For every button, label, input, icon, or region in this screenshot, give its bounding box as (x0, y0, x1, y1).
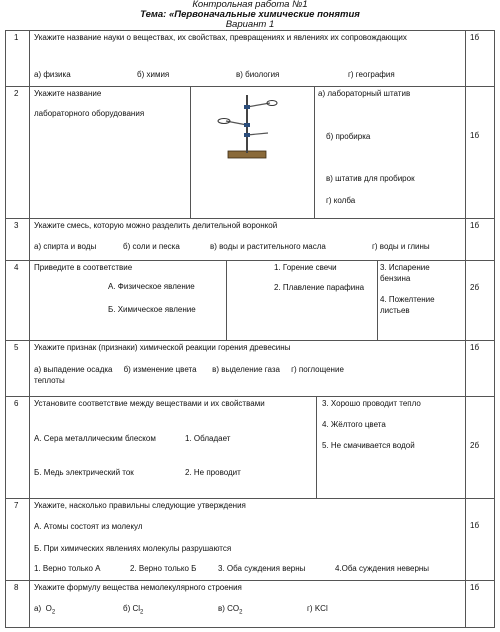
question-text: Укажите название науки о веществах, их свойствах, превращениях и явлениях их сопровождающих (34, 33, 407, 42)
answer-option: г) география (348, 70, 395, 79)
question-number: 7 (14, 501, 19, 510)
points-label: 1б (470, 521, 480, 530)
answer-option: 3. Оба суждения верны (218, 564, 306, 573)
formula-base: Cl (132, 604, 141, 613)
question-text: Установите соответствие между веществами и их свойствами (34, 399, 265, 408)
question-number: 5 (14, 343, 19, 352)
question-row-2 (5, 86, 495, 219)
test-variant: Вариант 1 (225, 19, 275, 30)
answer-option: а) спирта и воды (34, 242, 97, 251)
answer-option (123, 603, 143, 619)
question-number: 6 (14, 399, 19, 408)
question-row-3 (5, 218, 495, 261)
question-number: 4 (14, 263, 19, 272)
answer-option: 4.Оба суждения неверны (335, 564, 430, 573)
answer-option: в) штатив для пробирок (326, 174, 415, 183)
match-left-item: А. Физическое явление (108, 282, 195, 291)
answer-option (218, 603, 243, 619)
question-number: 1 (14, 33, 19, 42)
question-row-5 (5, 340, 495, 397)
answer-option: 1. Верно только А (34, 564, 101, 573)
answer-option: б) химия (137, 70, 170, 79)
match-middle-item: 1. Горение свечи (274, 263, 337, 272)
answer-option: б) пробирка (326, 132, 371, 141)
question-row-8 (5, 580, 495, 628)
points-label: 1б (470, 33, 480, 42)
option-prefix: б) (123, 604, 131, 613)
answer-option (34, 603, 55, 619)
question-text: Приведите в соответствие (34, 263, 133, 272)
statement-b: Б. При химических явлениях молекулы разрушаются (34, 544, 232, 553)
formula-subscript: 2 (239, 609, 243, 616)
answer-options-line: а) выпадение осадка б) изменение цвета в) выделение газа г) поглощение (34, 365, 344, 374)
question-text: Укажите признак (признаки) химической реакции горения древесины (34, 343, 291, 352)
answer-option: г) колба (326, 196, 356, 205)
question-text: Укажите смесь, которую можно разделить делительной воронкой (34, 221, 278, 230)
question-row-4 (5, 260, 495, 341)
answer-option: 2. Верно только Б (130, 564, 197, 573)
match-right-item: 3. Испарение бензина (380, 263, 430, 283)
formula-subscript: 2 (140, 609, 144, 616)
formula-base: CO (227, 604, 240, 613)
option-prefix: в) (218, 604, 225, 613)
match-right-item: 4. Пожелтение листьев (380, 295, 435, 315)
points-label: 1б (470, 583, 480, 592)
match-left-item: Б. Химическое явление (108, 305, 196, 314)
match-right-item: 4. Жёлтого цвета (322, 420, 386, 429)
question-text: Укажите название (34, 89, 102, 98)
answer-option: а) лабораторный штатив (318, 89, 411, 98)
match-left-item: Б. Медь электрический ток (34, 468, 134, 477)
statement-a: А. Атомы состоят из молекул (34, 522, 143, 531)
test-theme: Тема: «Первоначальные химические понятия (140, 9, 360, 20)
match-middle-item: 1. Обладает (185, 434, 231, 443)
answer-option: г) воды и глины (372, 242, 430, 251)
question-row-7 (5, 498, 495, 581)
match-middle-item: 2. Не проводит (185, 468, 241, 477)
question-row-1 (5, 30, 495, 87)
answer-option: в) биология (236, 70, 280, 79)
formula-base: KCl (314, 604, 328, 613)
answer-option: б) соли и песка (123, 242, 180, 251)
match-right-item: 5. Не смачивается водой (322, 441, 415, 450)
points-label: 1б (470, 221, 480, 230)
option-prefix: г) (307, 604, 313, 613)
question-number: 2 (14, 89, 19, 98)
points-label: 2б (470, 441, 480, 450)
answer-option: в) воды и растительного масла (210, 242, 326, 251)
formula-base: O (45, 604, 52, 613)
answer-option (307, 603, 328, 614)
test-title: Контрольная работа №1 (192, 0, 308, 10)
match-left-item: А. Сера металлическим блеском (34, 434, 156, 443)
points-label: 2б (470, 283, 480, 292)
option-prefix: а) (34, 604, 42, 613)
match-right-item: 3. Хорошо проводит тепло (322, 399, 421, 408)
question-row-6 (5, 396, 495, 499)
points-label: 1б (470, 131, 480, 140)
question-number: 3 (14, 221, 19, 230)
answer-option: а) физика (34, 70, 71, 79)
questions-table (5, 30, 495, 630)
question-number: 8 (14, 583, 19, 592)
lab-stand-image (214, 91, 284, 161)
question-text: Укажите, насколько правильны следующие утверждения (34, 501, 246, 510)
question-text: лабораторного оборудования (34, 109, 145, 118)
points-label: 1б (470, 343, 480, 352)
answer-options-tail: теплоты (34, 376, 65, 385)
question-text: Укажите формулу вещества немолекулярного строения (34, 583, 242, 592)
formula-subscript: 2 (51, 609, 56, 616)
match-middle-item: 2. Плавление парафина (274, 283, 365, 292)
